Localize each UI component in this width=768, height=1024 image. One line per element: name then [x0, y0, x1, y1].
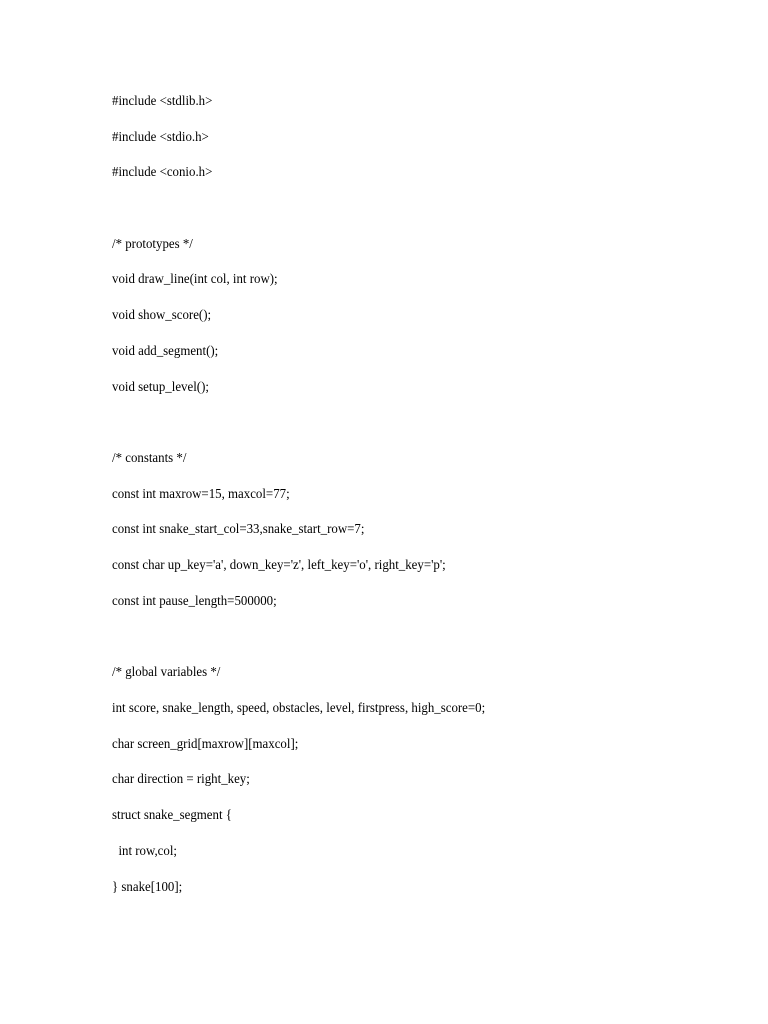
global-ints-line: int score, snake_length, speed, obstacles, level, firstpress, high_score=0; [112, 701, 486, 716]
struct-open-line: struct snake_segment { [112, 808, 232, 823]
prototype-draw-line: void draw_line(int col, int row); [112, 272, 278, 287]
constants-comment: /* constants */ [112, 451, 187, 466]
include-conio-line: #include <conio.h> [112, 165, 213, 180]
const-maxrow-line: const int maxrow=15, maxcol=77; [112, 487, 290, 502]
struct-fields-line: int row,col; [112, 844, 177, 859]
screen-grid-line: char screen_grid[maxrow][maxcol]; [112, 737, 299, 752]
direction-line: char direction = right_key; [112, 772, 250, 787]
prototype-setup-level: void setup_level(); [112, 380, 209, 395]
prototype-add-segment: void add_segment(); [112, 344, 219, 359]
include-stdio-line: #include <stdio.h> [112, 130, 209, 145]
const-pause-line: const int pause_length=500000; [112, 594, 277, 609]
include-stdlib-line: #include <stdlib.h> [112, 94, 213, 109]
globals-comment: /* global variables */ [112, 665, 221, 680]
prototype-show-score: void show_score(); [112, 308, 212, 323]
prototypes-comment: /* prototypes */ [112, 237, 193, 252]
struct-close-line: } snake[100]; [112, 880, 183, 895]
const-keys-line: const char up_key='a', down_key='z', left_key='o', right_key='p'; [112, 558, 446, 573]
const-snake-start-line: const int snake_start_col=33,snake_start_row=7; [112, 522, 365, 537]
